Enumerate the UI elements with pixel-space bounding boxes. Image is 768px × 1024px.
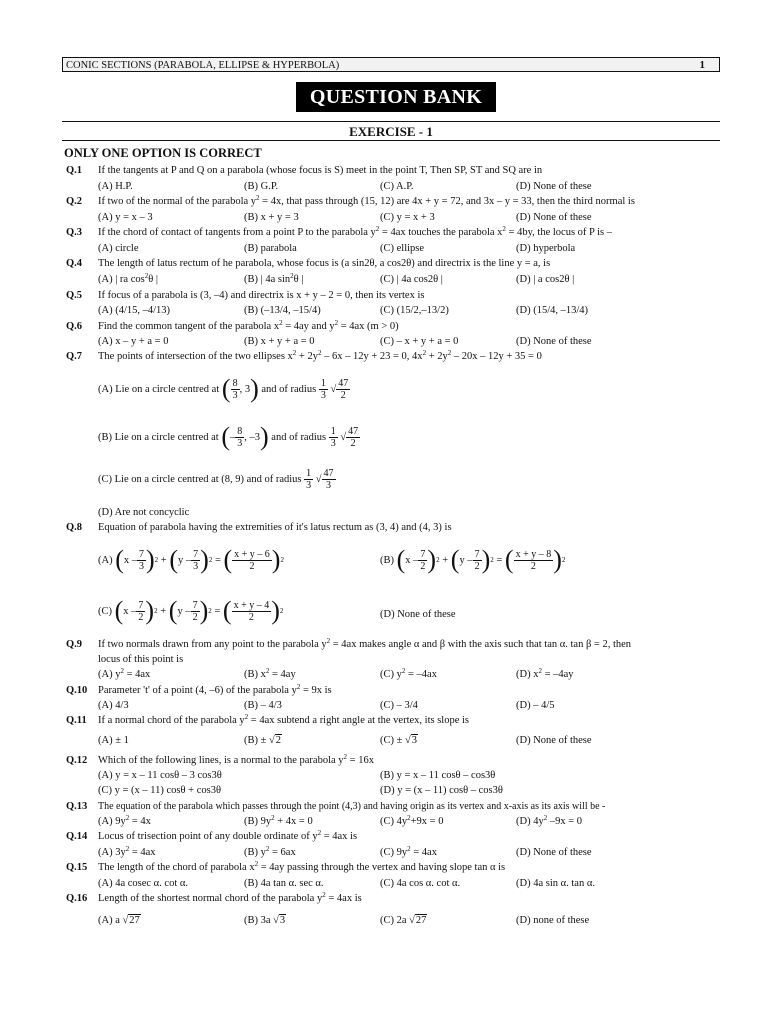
option-d: (D) y = (x – 11) cosθ – cos3θ [380, 785, 503, 796]
question-number: Q.10 [66, 685, 88, 696]
option-c: (C) ± √3 [380, 735, 418, 746]
question-text: Parameter 't' of a point (4, –6) of the parabola $y^2 = 9x$ is [98, 683, 332, 696]
option-b: (B) ± √2 [244, 735, 282, 746]
option-c: (C) $9y^2 = 4ax$ [380, 845, 437, 858]
question-text: Find the common tangent of the parabola $x^2 = 4ay$ and $y^2 = 4ax$ (m > 0) [98, 319, 399, 332]
option-b: (B) G.P. [244, 181, 279, 192]
option-d: (D) (15/4, –13/4) [516, 305, 589, 316]
option-b: (B) 4a tan α. sec α. [244, 878, 324, 889]
option-b: (B) parabola [244, 243, 297, 254]
question-bank-banner: QUESTION BANK [296, 82, 496, 112]
option-b: (B) – 4/3 [244, 700, 282, 711]
question-text: The points of intersection of the two ellipses $x^2 + 2y^2 - 6x - 12y + 23 = 0$, $4x^2 + 2y^2 - 20x - 12y + 35 = 0$ [98, 349, 542, 362]
option-d: (D) Are not concyclic [98, 507, 190, 518]
divider [62, 121, 720, 122]
option-a: (A) $y^2 = 4ax$ [98, 667, 151, 680]
option-b-label: (B) Lie on a circle centred at [98, 431, 219, 443]
page-number: 1 [699, 59, 705, 71]
option-c: (C) 4a cos α. cot α. [380, 878, 461, 889]
question-text: The length of latus rectum of he parabola, whose focus is (a sin2θ, a cos2θ) and directrix is the line y = a, is [98, 258, 551, 269]
question-text: The equation of the parabola which passes through the point (4,3) and having origin as its vertex and x-axis as its axis will be - [98, 801, 606, 812]
question-text: If a normal chord of the parabola $y^2 = 4ax$ subtend a right angle at the vertex, its slope is [98, 713, 469, 726]
option-d: (D) | a cos2θ | [516, 274, 575, 285]
question-text: If the tangents at P and Q on a parabola (whose focus is S) meet in the point T, Then SP, ST and SQ are in [98, 165, 543, 176]
option-d: (D) None of these [516, 181, 592, 192]
option-d: (D) None of these [380, 609, 456, 620]
option-a: (A) y = x – 11 cosθ – 3 cos3θ [98, 770, 222, 781]
option-a: (A) circle [98, 243, 139, 254]
option-c: (C) | 4a cos2θ | [380, 274, 443, 285]
option-c: (C) $y^2 = -4ax$ [380, 667, 437, 680]
option-d: (D) 4a sin α. tan α. [516, 878, 595, 889]
question-text: Equation of parabola having the extremities of it's latus rectum as (3, 4) and (4, 3) is [98, 522, 452, 533]
option-a: (A) $9y^2 = 4x$ [98, 814, 151, 827]
divider [62, 140, 720, 141]
question-number: Q.16 [66, 893, 88, 904]
question-number: Q.15 [66, 862, 88, 873]
question-number: Q.4 [66, 258, 83, 269]
option-a: (A) 4a cosec α. cot α. [98, 878, 189, 889]
option-d: (D) None of these [516, 212, 592, 223]
option-b: (B) 3a √3 [244, 915, 286, 926]
question-text: If the chord of contact of tangents from a point P to the parabola $y^2 = 4ax$ touches the parabola $x^2 = 4by$, the locus of P is – [98, 225, 612, 238]
question-text: Length of the shortest normal chord of the parabola $y^2 = 4ax$ is [98, 891, 362, 904]
question-number: Q.6 [66, 321, 83, 332]
question-number: Q.12 [66, 755, 88, 766]
radius-label: and of radius [261, 383, 317, 395]
option-d: (D) $x^2 = -4ay$ [516, 667, 574, 680]
question-text-continued: locus of this point is [98, 654, 184, 665]
option-b: (B) ( x – $\frac{7}{2}$ ) 2 + ( y – $\frac{7}{2}$ ) 2 = ( $\frac{x + y - 8}{2}$ ) 2 [380, 545, 566, 574]
question-text: Which of the following lines, is a normal to the parabola $y^2 = 16x$ [98, 753, 374, 766]
option-c-label: (C) Lie on a circle centred at (8, 9) and of radius [98, 474, 302, 485]
option-a: (A) ± 1 [98, 735, 129, 746]
question-number: Q.7 [66, 351, 83, 362]
option-d: (D) none of these [516, 915, 590, 926]
option-b: (B) (–13/4, –15/4) [244, 305, 321, 316]
option-d: (D) – 4/5 [516, 700, 555, 711]
question-number: Q.2 [66, 196, 83, 207]
option-c: (C) ellipse [380, 243, 425, 254]
option-a: (A) x – y + a = 0 [98, 336, 169, 347]
option-a-label: (A) Lie on a circle centred at [98, 383, 220, 395]
option-a: (A) H.P. [98, 181, 133, 192]
option-b: (B) $y^2 = 6ax$ [244, 845, 296, 858]
option-b: (B) x + y + a = 0 [244, 336, 315, 347]
question-number: Q.3 [66, 227, 83, 238]
option-c: (C) (15/2,–13/2) [380, 305, 449, 316]
option-b: (B) $x^2 = 4ay$ [244, 667, 296, 680]
question-text: The length of the chord of parabola $x^2 = 4ay$ passing through the vertex and having slope tan α is [98, 860, 506, 873]
section-heading: ONLY ONE OPTION IS CORRECT [64, 146, 262, 160]
option-a: (A) 4/3 [98, 700, 129, 711]
option-a: (A) ( x – $\frac{7}{3}$ ) 2 + ( y – $\frac{7}{3}$ ) 2 = ( $\frac{x + y - 6}{2}$ ) 2 [98, 545, 284, 574]
option-c: (C) ( x – $\frac{7}{2}$ ) 2 + ( y – $\frac{7}{2}$ ) 2 = ( $\frac{x + y - 4}{2}$ ) 2 [98, 596, 284, 625]
question-number: Q.1 [66, 165, 83, 176]
option-b: (B) Lie on a circle centred at ( – $\frac{8}{3}$ , –3 ) and of radius $\frac{1}{3}$ √ $\frac{47}{2}$ [98, 422, 359, 451]
question-number: Q.13 [66, 801, 88, 812]
question-number: Q.5 [66, 290, 83, 301]
option-c: (C) y = (x – 11) cosθ + cos3θ [98, 785, 221, 796]
question-number: Q.11 [66, 715, 87, 726]
question-text: If two normals drawn from any point to the parabola $y^2 = 4ax$ makes angle α and β with the axis such that tan α. tan β = 2, then [98, 637, 632, 650]
question-text: Locus of trisection point of any double ordinate of $y^2 = 4ax$ is [98, 829, 358, 842]
option-b: (B) y = x – 11 cosθ – cos3θ [380, 770, 496, 781]
option-b: (B) | 4a $\sin^2\theta$ | [244, 272, 304, 285]
option-a: (A) a √27 [98, 915, 140, 926]
question-number: Q.9 [66, 639, 83, 650]
question-number: Q.14 [66, 831, 88, 842]
option-c: (C) – 3/4 [380, 700, 418, 711]
chapter-header [62, 57, 720, 72]
option-d: (D) $4y^2$ –9x = 0 [516, 814, 582, 827]
question-number: Q.8 [66, 522, 83, 533]
option-d: (D) None of these [516, 336, 592, 347]
option-c: (C) y = x + 3 [380, 212, 435, 223]
option-c: (C) 2a √27 [380, 915, 427, 926]
option-c: (C) Lie on a circle centred at (8, 9) and of radius $\frac{1}{3}$ √ $\frac{47}{3}$ [98, 468, 334, 491]
option-a: (A) y = x – 3 [98, 212, 153, 223]
option-a: (A) Lie on a circle centred at ( $\frac{8}{3}$ , 3 ) and of radius $\frac{1}{3}$ √ $\frac{47}{2}$ [98, 374, 349, 403]
radius-label: and of radius [271, 431, 327, 443]
exercise-title: EXERCISE - 1 [349, 124, 433, 139]
option-d: (D) None of these [516, 735, 592, 746]
option-c: (C) A.P. [380, 181, 414, 192]
option-a: (A) $3y^2 = 4ax$ [98, 845, 156, 858]
option-b: (B) x + y = 3 [244, 212, 299, 223]
chapter-title: CONIC SECTIONS (PARABOLA, ELLIPSE & HYPERBOLA) [66, 60, 340, 71]
option-b: (B) $9y^2 + 4x = 0$ [244, 814, 313, 827]
option-c: (C) – x + y + a = 0 [380, 336, 459, 347]
option-a: (A) | ra $\cos^2\theta$ | [98, 272, 158, 285]
option-c: (C) $4y^2+9x = 0$ [380, 814, 444, 827]
option-d: (D) None of these [516, 847, 592, 858]
option-d: (D) hyperbola [516, 243, 576, 254]
question-text: If two of the normal of the parabola $y^2 = 4x$, that pass through (15, 12) are 4x + y = 72, and 3x – y = 33, then the third normal is [98, 194, 635, 207]
option-a: (A) (4/15, –4/13) [98, 305, 171, 316]
question-text: If focus of a parabola is (3, –4) and directrix is x + y – 2 = 0, then its vertex is [98, 290, 425, 301]
